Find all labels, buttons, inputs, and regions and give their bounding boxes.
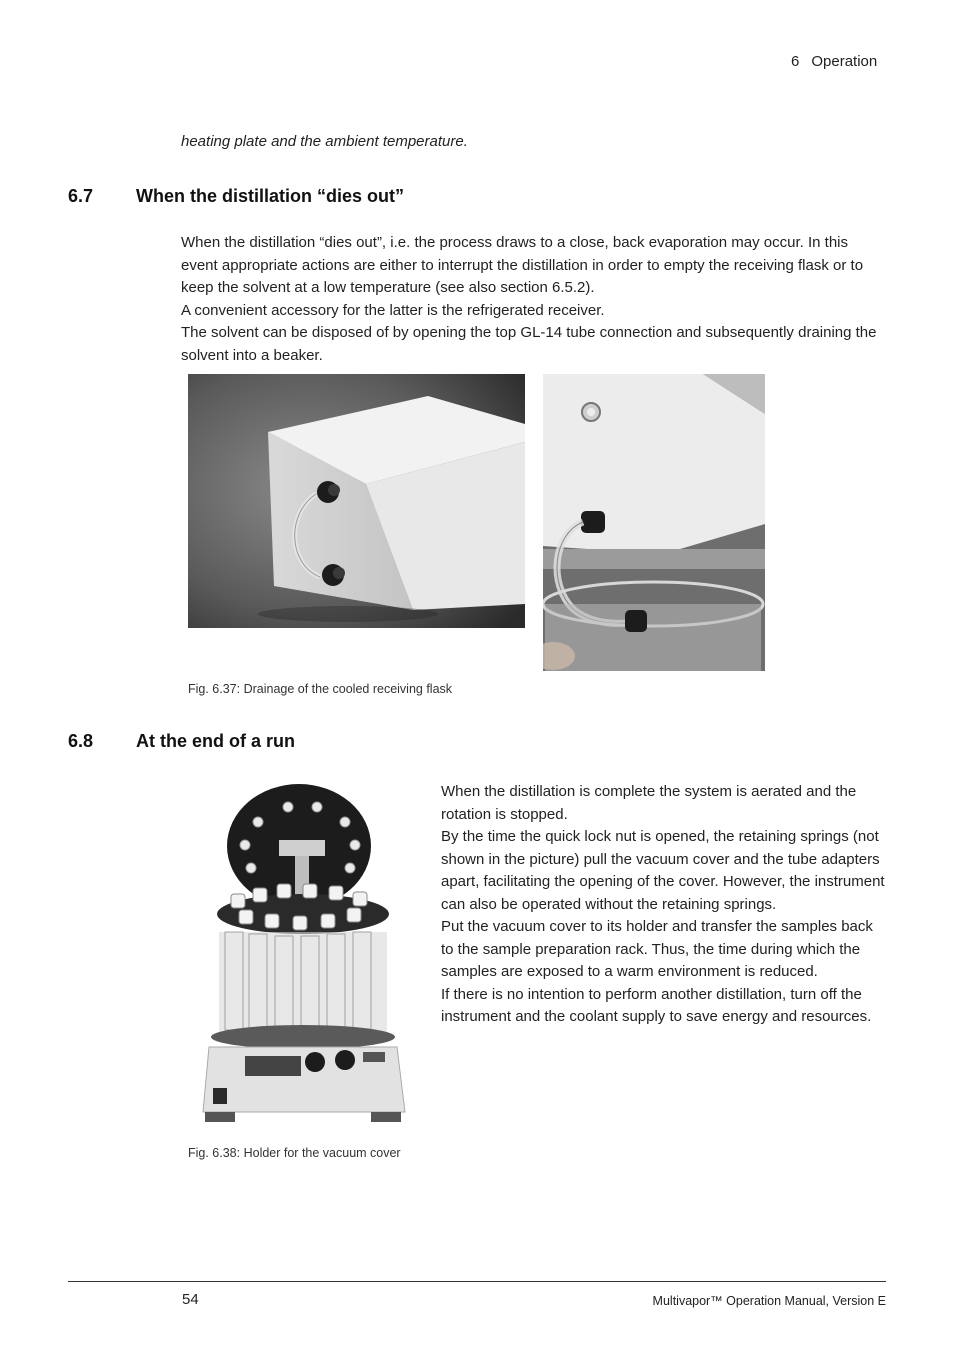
- multivapor-illustration: [195, 782, 425, 1132]
- manual-title: Multivapor™ Operation Manual, Version E: [652, 1294, 886, 1308]
- receiver-cube-illustration: [188, 374, 525, 628]
- paragraph: When the distillation is complete the system is aerated and the rotation is stopped.: [441, 783, 857, 823]
- paragraph: If there is no intention to perform another distillation, turn off the instrument and the coolant supply to save energy and resources.: [441, 985, 872, 1025]
- section-number: 6.8: [68, 731, 94, 751]
- intro-line: heating plate and the ambient temperature.: [181, 133, 468, 150]
- figure-caption-6-38: Fig. 6.38: Holder for the vacuum cover: [188, 1146, 401, 1160]
- section-title: When the distillation “dies out”: [136, 186, 404, 206]
- section-title: At the end of a run: [136, 731, 295, 751]
- photo-draining-beaker: [543, 374, 765, 671]
- draining-illustration: [543, 374, 765, 671]
- chapter-number: 6: [791, 53, 800, 70]
- paragraph: The solvent can be disposed of by opening the top GL-14 tube connection and subsequently draining the solvent into a beaker.: [181, 324, 877, 364]
- chapter-title: Operation: [811, 53, 878, 70]
- figure-caption-6-37: Fig. 6.37: Drainage of the cooled receiving flask: [188, 682, 453, 696]
- paragraph: By the time the quick lock nut is opened, the retaining springs (not shown in the picture) pull the vacuum cover and the tube adapters apart, facilitating the opening of the cover. However, the instrument can also be operated without the retaining springs.: [441, 828, 885, 913]
- section-6-8-body: [441, 781, 886, 1029]
- section-heading-6-7: [68, 186, 404, 207]
- paragraph: A convenient accessory for the latter is the refrigerated receiver.: [181, 301, 605, 319]
- paragraph: When the distillation “dies out”, i.e. the process draws to a close, back evaporation may occur. In this event appropriate actions are either to interrupt the distillation in order to empty the receiving flask or to keep the solvent at a low temperature (see also section 6.5.2).: [181, 234, 864, 296]
- paragraph: Put the vacuum cover to its holder and transfer the samples back to the sample preparation rack. Thus, the time during which the samples are exposed to a warm environment is reduced.: [441, 918, 873, 980]
- footer-divider: [68, 1281, 886, 1282]
- page-number: 54: [182, 1291, 199, 1308]
- photo-multivapor-instrument: [195, 782, 425, 1132]
- section-number: 6.7: [68, 186, 94, 206]
- section-heading-6-8: [68, 731, 295, 752]
- photo-receiver-cube: [188, 374, 525, 628]
- running-header: [791, 53, 877, 70]
- section-6-7-body: [181, 232, 886, 367]
